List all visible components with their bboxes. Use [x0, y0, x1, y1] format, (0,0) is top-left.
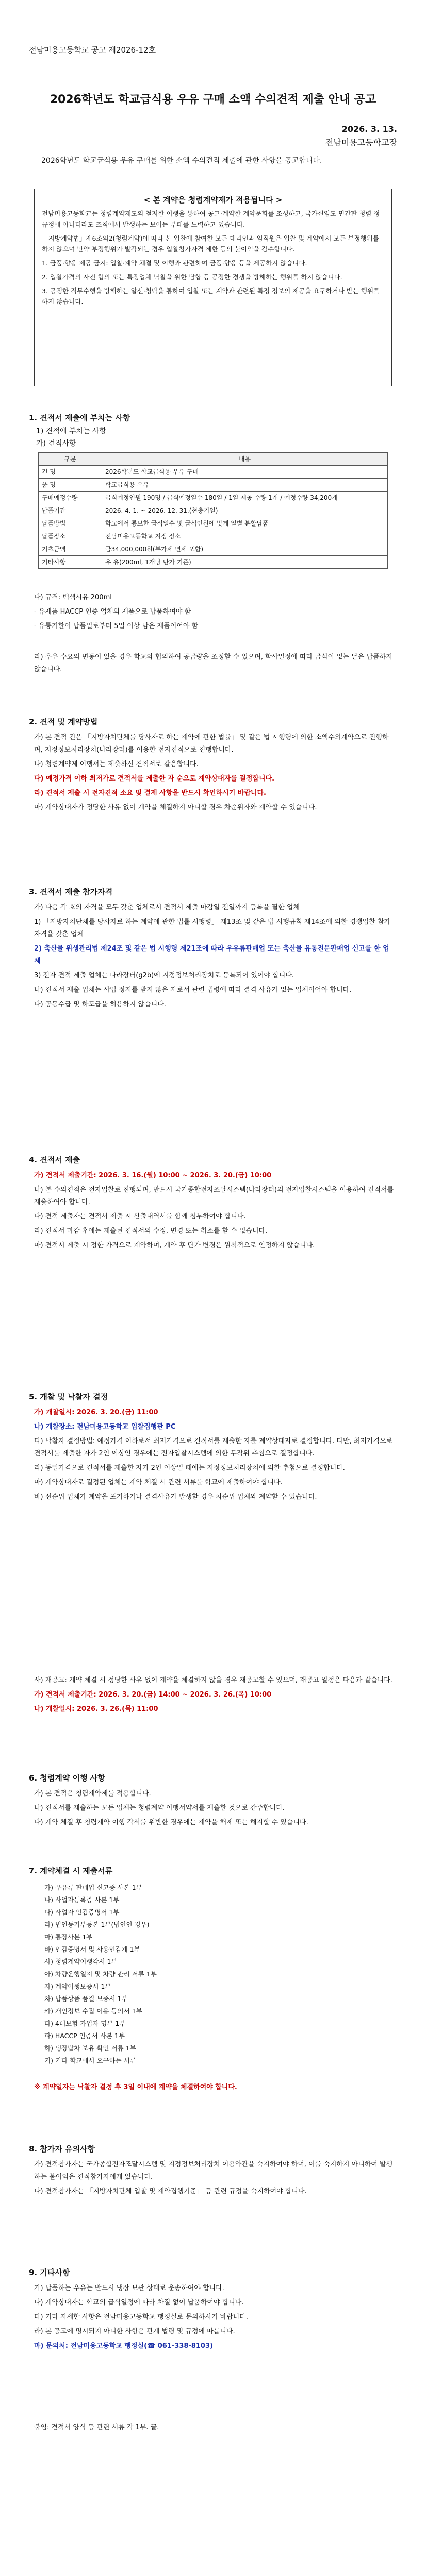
- table-cell: 건 명: [39, 466, 102, 479]
- section5-tail: [34, 1674, 395, 1718]
- section2-heading: 2. 견적 및 계약방법: [29, 717, 98, 726]
- list-item: 타) 4대보험 가입자 명부 1부: [44, 2020, 126, 2027]
- list-item: 차) 납품상품 품질 보증서 1부: [44, 1995, 128, 2003]
- section-item: 나) 본 수의견적은 전자입찰로 진행되며, 반드시 국가종합전자조달시스템(나라장터)의 전자입찰시스템을 이용하여 견적서를 제출하여야 합니다.: [34, 1186, 394, 1206]
- remark-text: 라) 우유 수요의 변동이 있을 경우 학교와 협의하여 공급량을 조정할 수 있으며, 학사일정에 따라 급식이 없는 날은 납품하지 않습니다.: [34, 653, 392, 673]
- table-cell: 2026학년도 학교급식용 우유 구매: [102, 466, 388, 479]
- page-title: 2026학년도 학교급식용 우유 구매 소액 수의견적 제출 안내 공고: [50, 93, 376, 106]
- section-item: 가) 본 견적 건은 「지방자치단체를 당사자로 하는 계약에 관한 법률」 및 같은 법 시행령에 의한 소액수의계약으로 진행하며, 지정정보처리장치(나라장터)를 이용한 전자견적으로 진행합니다.: [34, 734, 389, 754]
- section6-heading: 6. 청렴계약 이행 사항: [29, 1773, 105, 1783]
- header-date: 2026. 3. 13.: [341, 124, 397, 134]
- table-cell: 우 유(200ml, 1개당 단가 기준): [102, 556, 388, 569]
- table-row: [39, 543, 388, 556]
- table-cell: 납품기간: [39, 504, 102, 517]
- section-item: 나) 개찰장소: 전남미용고등학교 입찰집행관 PC: [34, 1423, 176, 1431]
- closing-text: 붙임: 견적서 양식 등 관련 서류 각 1부. 끝.: [34, 2424, 159, 2431]
- section-item: 다) 견적 제출자는 견적서 제출 시 산출내역서를 함께 첨부하여야 합니다.: [34, 1213, 246, 1221]
- header-date-block: [325, 123, 397, 149]
- document-number: 전남미용고등학교 공고 제2026-12호: [29, 45, 156, 55]
- note-line: - 유통기한이 납품일로부터 5일 이상 남은 제품이어야 함: [34, 622, 199, 630]
- section-item: 나) 견적서를 제출하는 모든 업체는 청렴계약 이행서약서를 제출한 것으로 간주합니다.: [34, 1804, 285, 1812]
- table-cell: 급식예정인원 190명 / 급식예정일수 180일 / 1일 제공 수량 1개 / 예정수량 34,200개: [102, 492, 388, 504]
- notice-paragraph: 「지방계약법」제6조의2(청렴계약)에 따라 본 입찰에 참여한 모든 대리인과 임직원은 입찰 및 계약에서 모든 부정행위를 하지 않으며 만약 부정행위가 발각되는 경우 입찰참가자격 제한 등의 불이익을 감수합니다.: [42, 234, 379, 253]
- list-item: 자) 계약이행보증서 1부: [44, 1982, 111, 1990]
- section-item: 1) 「지방자치단체를 당사자로 하는 계약에 관한 법률 시행령」 제13조 및 같은 법 시행규칙 제14조에 의한 경쟁입찰 참가 자격을 갖춘 업체: [34, 918, 391, 938]
- section-item: 가) 견적서 제출기간: 2026. 3. 16.(월) 10:00 ~ 2026. 3. 20.(금) 10:00: [34, 1172, 272, 1179]
- table-header-cell: 내용: [102, 453, 388, 466]
- note-line: 다) 규격: 백색시유 200ml: [34, 594, 112, 601]
- section-item: 바) 선순위 업체가 계약을 포기하거나 결격사유가 발생할 경우 차순위 업체와 계약할 수 있습니다.: [34, 1493, 317, 1501]
- section-item: 라) 본 공고에 명시되지 아니한 사항은 관계 법령 및 규정에 따릅니다.: [34, 2328, 235, 2335]
- section-item: 가) 견적참가자는 국가종합전자조달시스템 및 지정정보처리장치 이용약관을 숙지하여야 하며, 이를 숙지하지 아니하여 발생하는 불이익은 견적참가자에게 있습니다.: [34, 2161, 393, 2181]
- notice-paragraph: 1. 금품·향응 제공 금지: 입찰·계약 체결 및 이행과 관련하여 금품·향응 등을 제공하지 않습니다.: [42, 259, 307, 267]
- section5-body: [34, 1406, 395, 1505]
- table-cell: 구매예정수량: [39, 492, 102, 504]
- section3-body: [34, 902, 395, 1013]
- section7-note: [34, 2081, 395, 2096]
- table-cell: 학교급식용 우유: [102, 479, 388, 492]
- table-cell: 2026. 4. 1. ~ 2026. 12. 31.(현충기일): [102, 504, 388, 517]
- section-item: 나) 견적참가자는 「지방자치단체 입찰 및 계약집행기준」 등 관련 규정을 숙지하여야 합니다.: [34, 2188, 307, 2195]
- list-item: 나) 사업자등록증 사본 1부: [44, 1896, 120, 1904]
- section4-body: [34, 1170, 395, 1254]
- list-item: 파) HACCP 인증서 사본 1부: [44, 2032, 125, 2040]
- note-text: ※ 계약일자는 낙찰자 결정 후 3일 이내에 계약을 체결하여야 합니다.: [34, 2083, 237, 2091]
- section-item: 2) 축산물 위생관리법 제24조 및 같은 법 시행령 제21조에 따라 우유류판매업 또는 축산물 유통전문판매업 신고를 한 업체: [34, 945, 389, 965]
- section-item: 마) 견적서 제출 시 정한 가격으로 계약하며, 계약 후 단가 변경은 원칙적으로 인정하지 않습니다.: [34, 1242, 315, 1249]
- section9-heading: 9. 기타사항: [29, 2268, 70, 2277]
- table-row: [39, 556, 388, 569]
- section6-body: [34, 1788, 395, 1831]
- section1-sub1: 1) 견적에 부치는 사항: [36, 427, 106, 435]
- section1-remark: [34, 651, 395, 678]
- list-item: 바) 인감증명서 및 사용인감계 1부: [44, 1945, 140, 1953]
- intro-text: 2026학년도 학교급식용 우유 구매를 위한 소액 수의견적 제출에 관한 사항을 공고합니다.: [41, 157, 322, 165]
- section1-notes: [34, 591, 395, 635]
- table-row: [39, 479, 388, 492]
- table-cell: 품 명: [39, 479, 102, 492]
- table-cell: 전남미용고등학교 지정 장소: [102, 530, 388, 543]
- list-item: 가) 우유류 판매업 신고증 사본 1부: [44, 1884, 142, 1891]
- table-cell: 납품장소: [39, 530, 102, 543]
- notice-paragraph: 전남미용고등학교는 청렴계약제도의 철저한 이행을 통하여 공고·계약한 계약문화를 조성하고, 국가신임도 민간판 청렴 정 규정에 아니더라도 조직에서 발생하는 보이는 부패를 노력하고 있습니다.: [42, 210, 380, 228]
- section7-heading: 7. 계약체결 시 제출서류: [29, 1866, 113, 1875]
- section-item: 사) 재공고: 계약 체결 시 정당한 사유 없이 계약을 체결하지 않을 경우 재공고할 수 있으며, 재공고 일정은 다음과 같습니다.: [34, 1676, 392, 1684]
- table-cell: 기초금액: [39, 543, 102, 556]
- section-item: 나) 계약상대자는 학교의 급식일정에 따라 차질 없이 납품하여야 합니다.: [34, 2299, 244, 2307]
- section-item: 3) 전자 견적 제출 업체는 나라장터(g2b)에 지정정보처리장치로 등록되어 있어야 합니다.: [34, 972, 294, 979]
- list-item: 사) 청렴계약이행각서 1부: [44, 1958, 118, 1965]
- list-item: 마) 통장사본 1부: [44, 1933, 93, 1941]
- section-item: 라) 견적서 제출 시 전자견적 소요 및 결제 사항을 반드시 확인하시기 바랍니다.: [34, 789, 266, 797]
- table-row: [39, 492, 388, 504]
- list-item: 다) 사업자 인감증명서 1부: [44, 1908, 120, 1916]
- table-cell: 납품방법: [39, 517, 102, 530]
- section-item: 라) 동일가격으로 견적서를 제출한 자가 2인 이상일 때에는 지정정보처리장치에 의한 추첨으로 결정합니다.: [34, 1464, 345, 1472]
- section5-heading: 5. 개찰 및 낙찰자 결정: [29, 1392, 108, 1401]
- section-item: 가) 본 견적은 청렴계약제를 적용합니다.: [34, 1790, 151, 1798]
- section-item: 라) 견적서 마감 후에는 제출된 견적서의 수정, 변경 또는 취소를 할 수 없습니다.: [34, 1227, 268, 1235]
- list-item: 거) 기타 학교에서 요구하는 서류: [44, 2057, 136, 2064]
- notice-title: < 본 계약은 청렴계약제가 적용됩니다 >: [143, 195, 283, 205]
- section1-sub2: 가) 견적사항: [36, 439, 76, 448]
- section-item: 다) 기타 자세한 사항은 전남미용고등학교 행정실로 문의하시기 바랍니다.: [34, 2313, 248, 2321]
- section-item: 다) 계약 체결 후 청렴계약 이행 각서를 위반한 경우에는 계약을 해제 또는 해지할 수 있습니다.: [34, 1819, 308, 1826]
- section8-body: [34, 2159, 395, 2200]
- table-cell: 학교에서 통보한 급식일수 및 급식인원에 맞게 일별 분할납품: [102, 517, 388, 530]
- table-row: [39, 466, 388, 479]
- section-item: 가) 견적서 제출기간: 2026. 3. 20.(금) 14:00 ~ 2026. 3. 26.(목) 10:00: [34, 1691, 272, 1699]
- section8-heading: 8. 참가자 유의사항: [29, 2144, 95, 2154]
- section-item: 다) 예정가격 이하 최저가로 견적서를 제출한 자 순으로 계약상대자를 결정합니다.: [34, 775, 275, 783]
- section-item: 마) 계약상대자로 결정된 업체는 계약 체결 시 관련 서류를 학교에 제출하여야 합니다.: [34, 1479, 283, 1486]
- section-item: 가) 개찰일시: 2026. 3. 20.(금) 11:00: [34, 1409, 158, 1416]
- notice-paragraph: 2. 입찰가격의 사전 협의 또는 특정업체 낙찰을 위한 담합 등 공정한 경쟁을 방해하는 행위를 하지 않습니다.: [42, 273, 342, 281]
- notice-paragraph: 3. 공정한 직무수행을 방해하는 알선·청탁을 통하여 입찰 또는 계약과 관련된 특정 정보의 제공을 요구하거나 받는 행위를 하지 않습니다.: [42, 287, 380, 306]
- section2-body: [34, 732, 395, 816]
- list-item: 라) 법인등기부등본 1부(법인인 경우): [44, 1921, 150, 1928]
- table-row: [39, 530, 388, 543]
- table-cell: 기타사항: [39, 556, 102, 569]
- table-row: [39, 504, 388, 517]
- list-item: 하) 냉장탑차 보유 확인 서류 1부: [44, 2044, 136, 2052]
- section-item: 나) 청렴계약제 이행서는 제출하신 견적서로 갈음합니다.: [34, 760, 199, 768]
- section-item: 마) 문의처: 전남미용고등학교 행정실(☎ 061-338-8103): [34, 2342, 213, 2350]
- section-item: 가) 납품하는 우유는 반드시 냉장 보관 상태로 운송하여야 합니다.: [34, 2284, 224, 2292]
- section-item: 다) 낙찰자 결정방법: 예정가격 이하로서 최저가격으로 견적서를 제출한 자를 계약상대자로 결정합니다. 다만, 최저가격으로 견적서를 제출한 자가 2인 이상인 경우에는 전자입찰시스템에 의한 무작위 추첨으로 결정합니다.: [34, 1437, 393, 1458]
- table-header-cell: 구분: [39, 453, 102, 466]
- table-row: [39, 517, 388, 530]
- table-cell: 금34,000,000원(부가세 면세 포함): [102, 543, 388, 556]
- spec-table: [38, 452, 388, 569]
- list-item: 아) 차량운행일지 및 차량 관리 서류 1부: [44, 1970, 157, 1978]
- section4-heading: 4. 견적서 제출: [29, 1155, 80, 1164]
- note-line: - 유제품 HACCP 인증 업체의 제품으로 납품하여야 함: [34, 608, 191, 616]
- section-item: 나) 견적서 제출 업체는 사업 정지를 받지 않은 자로서 관련 법령에 따라 결격 사유가 없는 업체이어야 합니다.: [34, 986, 352, 994]
- section9-body: [34, 2282, 395, 2354]
- section-item: 다) 공동수급 및 하도급을 허용하지 않습니다.: [34, 1001, 166, 1008]
- required-documents-list: [44, 1882, 395, 2067]
- header-school: 전남미용고등학교장: [325, 138, 397, 147]
- table-row: [39, 453, 388, 466]
- section-item: 가) 다음 각 호의 자격을 모두 갖춘 업체로서 견적서 제출 마감일 전일까지 등록을 필한 업체: [34, 904, 300, 911]
- section3-heading: 3. 견적서 제출 참가자격: [29, 887, 113, 896]
- integrity-notice-box: [34, 189, 392, 386]
- section-item: 마) 계약상대자가 정당한 사유 없이 계약을 체결하지 아니할 경우 차순위자와 계약할 수 있습니다.: [34, 804, 317, 811]
- section-item: 나) 개찰일시: 2026. 3. 26.(목) 11:00: [34, 1705, 158, 1713]
- section1-heading: 1. 견적서 제출에 부치는 사항: [29, 413, 130, 422]
- list-item: 카) 개인정보 수집 이용 동의서 1부: [44, 2007, 142, 2015]
- section9-closing: [34, 2421, 395, 2436]
